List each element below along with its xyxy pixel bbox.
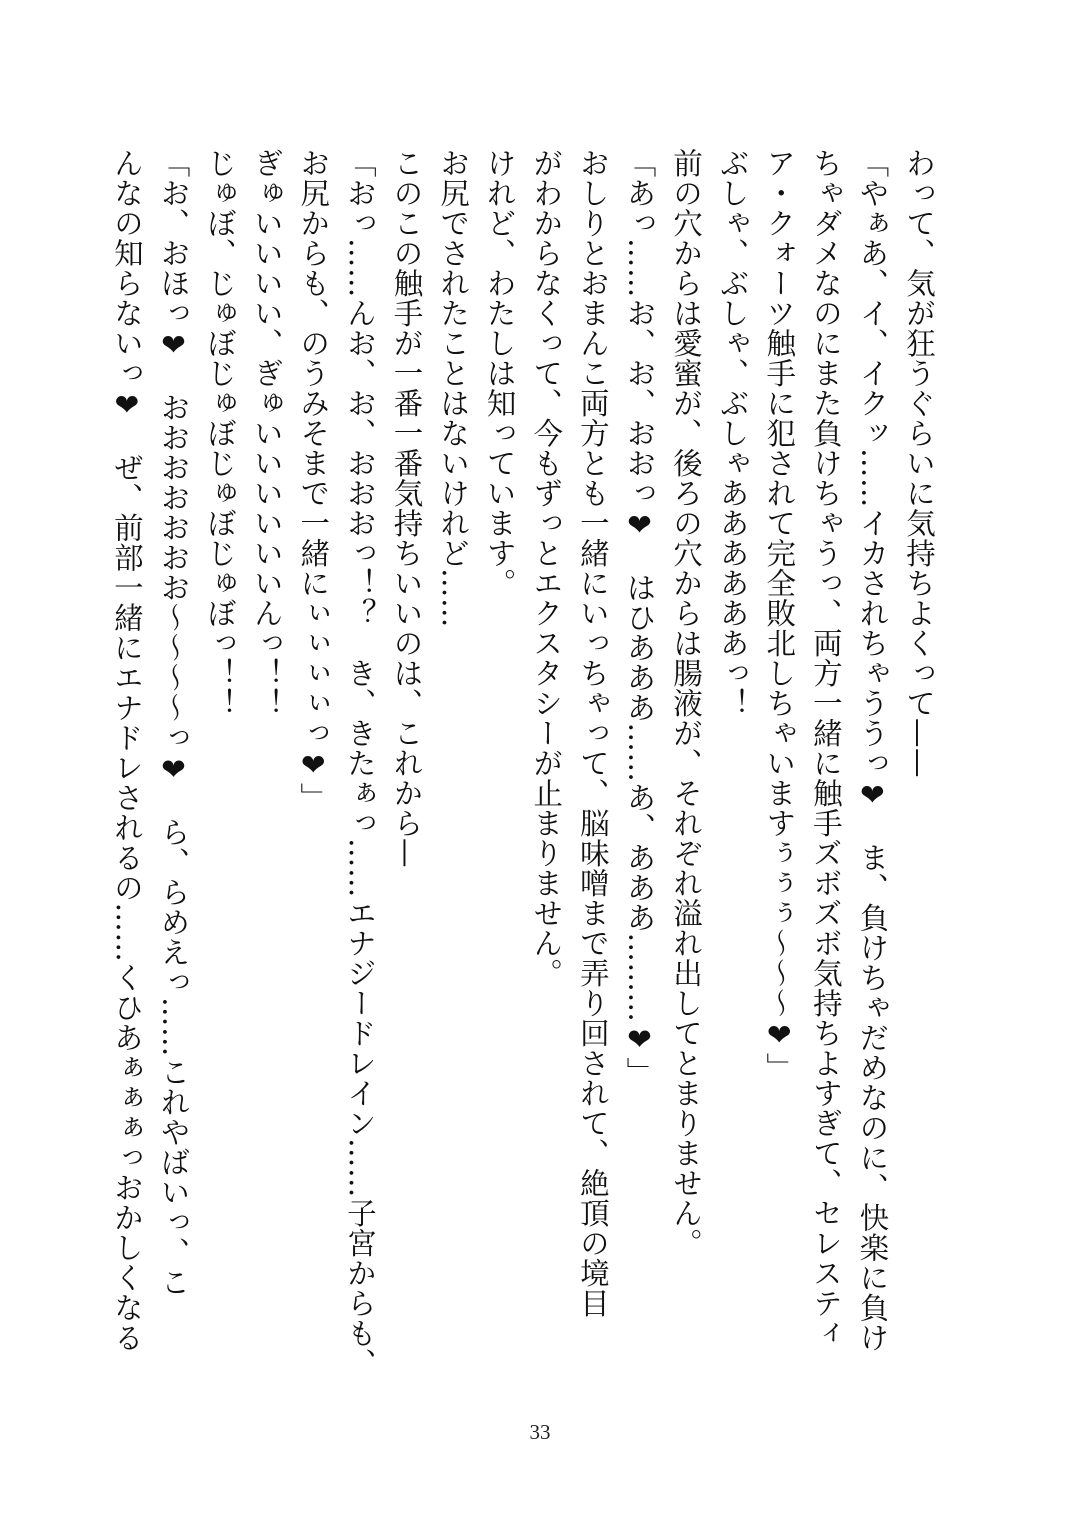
text-line: このこの触手が一番一番気持ちいいのは、これから— [389,148,424,868]
vertical-text-body [109,148,942,1378]
text-line: お尻でされたことはないけれど…… [436,148,471,628]
text-line: じゅぼ、じゅぼじゅぼじゅぼじゅぼっ！！ [203,148,238,718]
text-line: 「お、おほっ❤ おおおおおおお〜〜〜〜っ❤ ら、らめえっ……これやばいっ、こ [156,148,191,1297]
text-line: 「おっ……んお、お、おおおっ！？ き、きたぁっ……エナジードレイン……子宮からも、 [342,148,377,1378]
page-number: 33 [529,1420,551,1444]
text-line: おしりとおまんこ両方とも一緒にいっちゃって、脳味噌まで弄り回されて、絶頂の境目 [575,148,610,1318]
text-line: ぶしゃ、ぶしゃ、ぶしゃああああああっ！ [715,148,750,718]
text-line: わって、気が狂うぐらいに気持ちよくって—— [902,148,936,778]
text-line: 「あっ……お、お、おおっ❤ はひあああ……あ、あああ………❤」 [622,148,657,1087]
text-line: ア・クォーツ触手に犯されて完全敗北しちゃいますぅぅぅ〜〜〜❤」 [762,148,797,1083]
text-line: んなの知らないっ❤ ぜ、前部一緒にエナドレされるの……くひあぁぁぁっおかしくなる [109,148,144,1353]
text-line: 「やぁあ、イ、イクッ……イカされちゃううっ❤ ま、負けちゃだめなのに、快楽に負け [855,148,890,1353]
text-line: ちゃダメなのにまた負けちゃうっ、両方一緒に触手ズボズボ気持ちよすぎて、セレスティ [808,148,843,1348]
text-line: けれど、わたしは知っています。 [482,148,517,598]
text-line: ぎゅいいいい、ぎゅいいいいいいんっ！！ [249,148,284,718]
text-line: 前の穴からは愛蜜が、後ろの穴からは腸液が、それぞれ溢れ出してとまりません。 [669,148,704,1258]
text-line: がわからなくって、今もずっとエクスタシーが止まりません。 [529,148,564,988]
text-line: お尻からも、のうみそまで一緒にぃぃぃぃっ❤」 [296,148,331,813]
